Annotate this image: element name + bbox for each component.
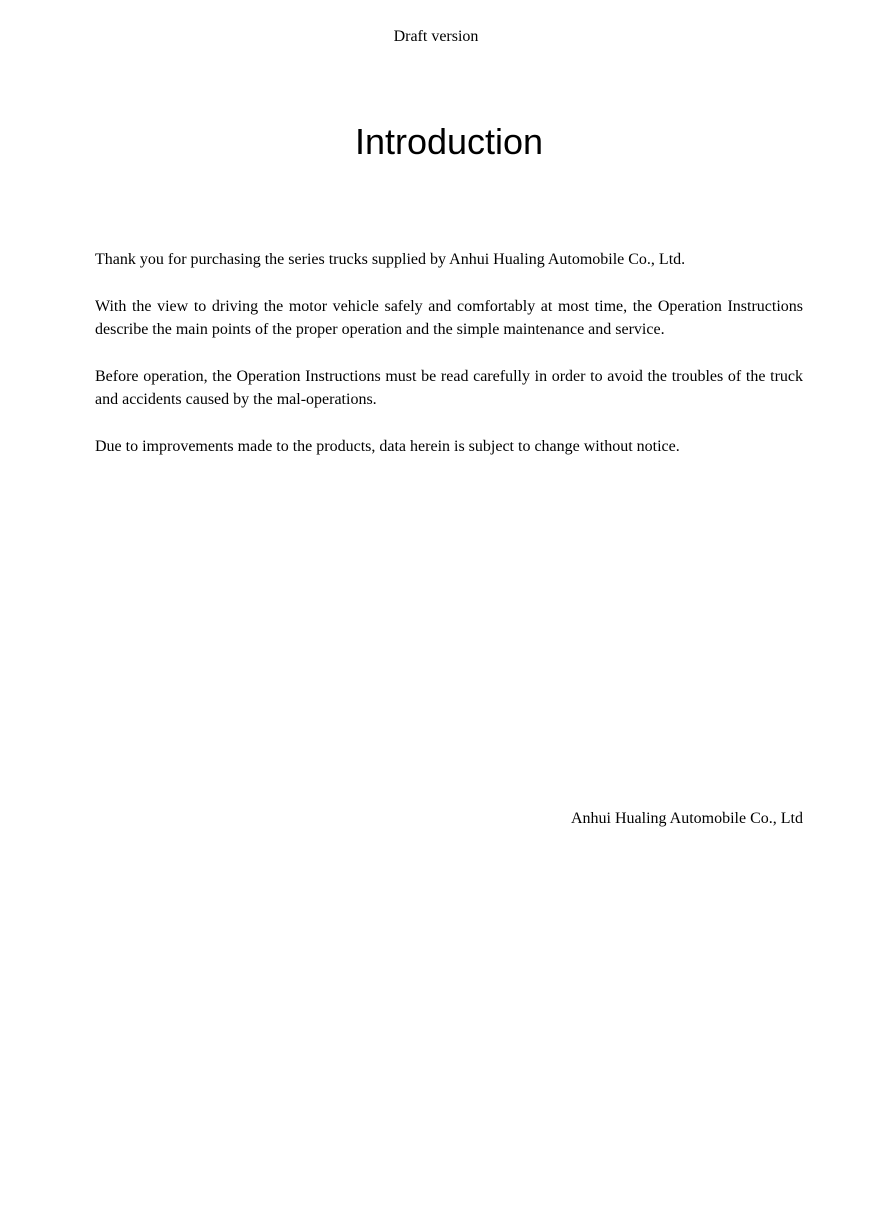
- paragraph-change-notice: Due to improvements made to the products, data herein is subject to change without notice.: [95, 438, 680, 455]
- paragraph-before-operation: Before operation, the Operation Instructions must be read carefully in order to avoid the troubles of the truck and accidents caused by the mal-operations.: [95, 368, 803, 408]
- company-signature: Anhui Hualing Automobile Co., Ltd: [571, 810, 803, 827]
- page-title: Introduction: [354, 121, 544, 162]
- introduction-body: [95, 248, 803, 482]
- paragraph-thanks: Thank you for purchasing the series trucks supplied by Anhui Hualing Automobile Co., Ltd.: [95, 251, 686, 268]
- paragraph-purpose: With the view to driving the motor vehicle safely and comfortably at most time, the Operation Instructions describe the main points of the proper operation and the simple maintenance and service.: [95, 298, 803, 338]
- draft-version-label: Draft version: [393, 28, 479, 45]
